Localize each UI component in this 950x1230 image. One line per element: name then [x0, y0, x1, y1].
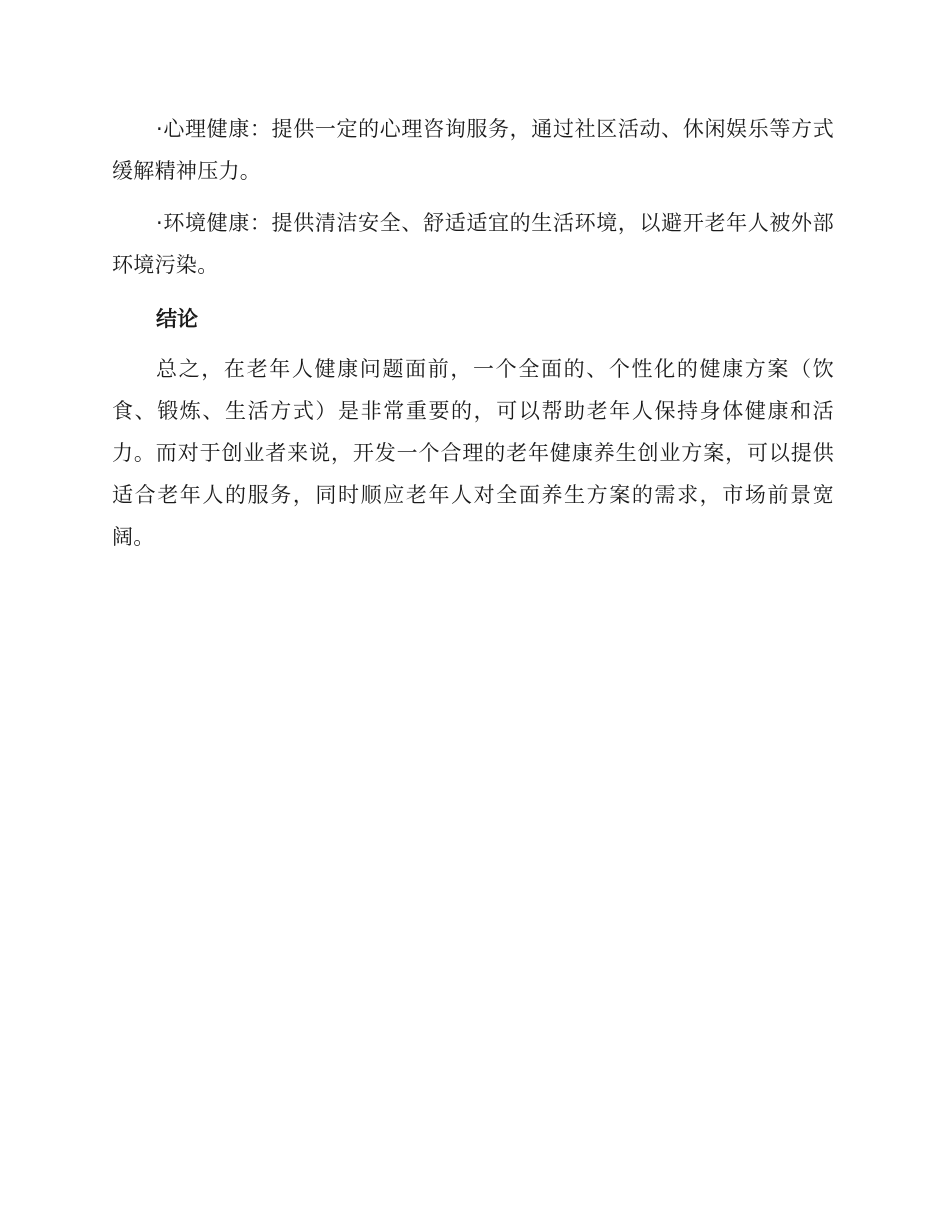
bullet-mental-health: ·心理健康：提供一定的心理咨询服务，通过社区活动、休闲娱乐等方式缓解精神压力。	[112, 117, 834, 183]
conclusion-body: 总之，在老年人健康问题面前，一个全面的、个性化的健康方案（饮食、锻炼、生活方式）是非常重要的，可以帮助老年人保持身体健康和活力。而对于创业者来说，开发一个合理的老年健康养生创业方案，可以提供适合老年人的服务，同时顺应老年人对全面养生方案的需求，市场前景宽阔。	[112, 357, 834, 549]
document-page	[112, 108, 834, 558]
conclusion-heading: 结论	[156, 307, 198, 331]
bullet-environment-health: ·环境健康：提供清洁安全、舒适适宜的生活环境，以避开老年人被外部环境污染。	[112, 211, 834, 277]
